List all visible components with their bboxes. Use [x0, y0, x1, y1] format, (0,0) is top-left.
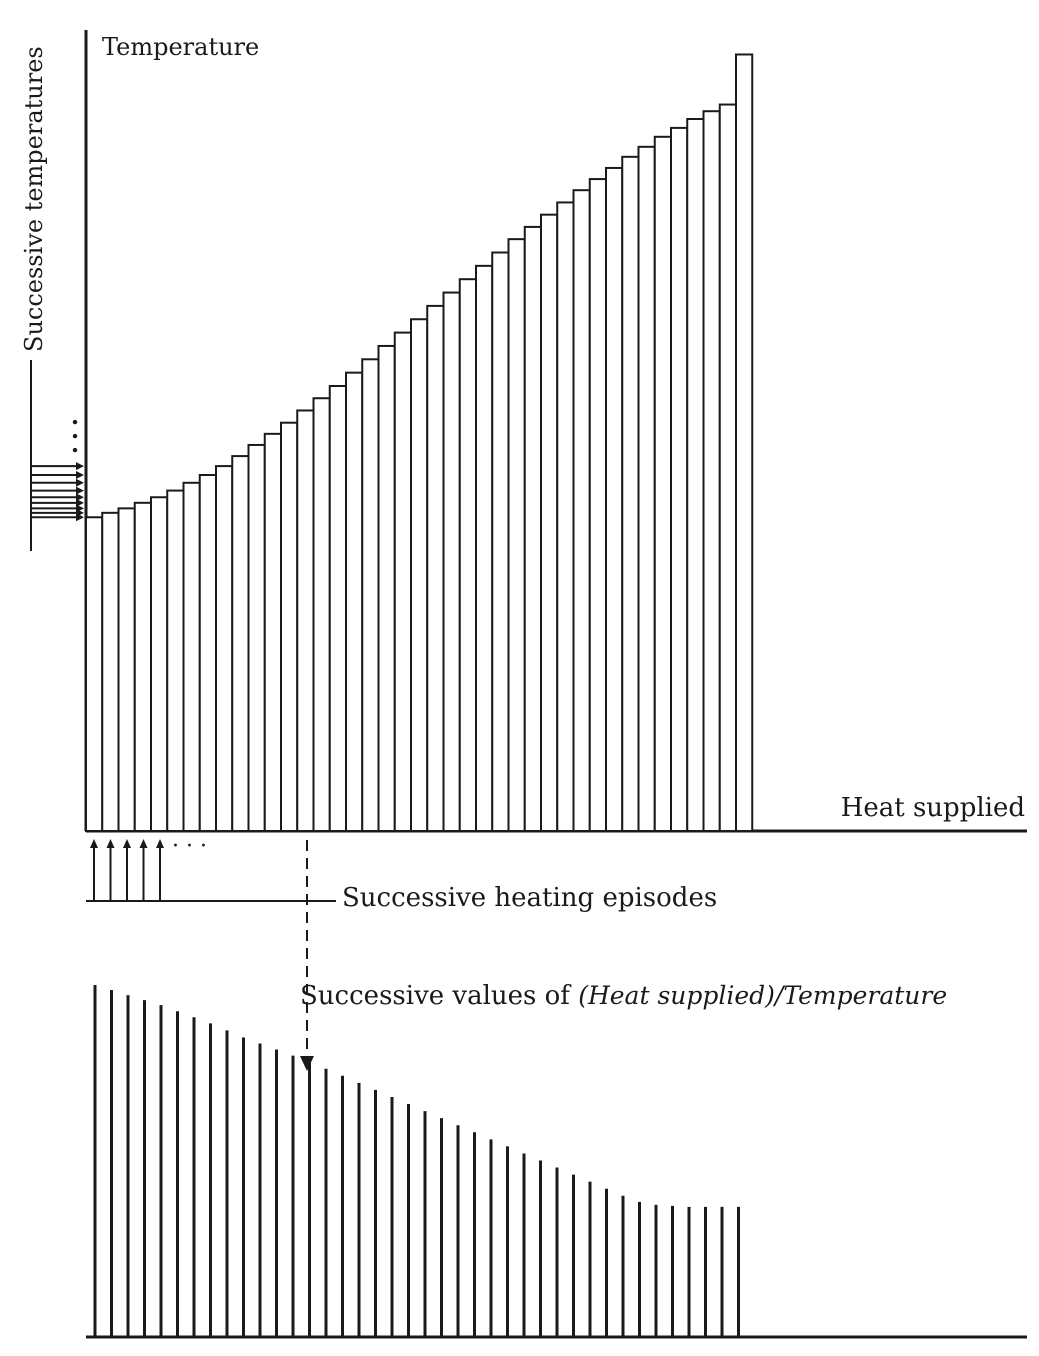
- temperature-arrowhead: [76, 479, 84, 487]
- successive-temperatures-label: Successive temperatures: [20, 46, 48, 352]
- heating-episode-arrows: [90, 839, 164, 901]
- temperature-bar: [509, 239, 525, 831]
- temperature-bar: [704, 111, 720, 831]
- temperature-bar: [476, 266, 492, 831]
- temperature-bar: [590, 179, 606, 831]
- heating-ellipsis: · · ·: [172, 834, 207, 859]
- temperature-bar: [525, 227, 541, 831]
- temperature-bar: [720, 105, 736, 831]
- temperature-bar: [216, 466, 232, 831]
- temperature-bar: [736, 54, 752, 831]
- temperature-dot: [73, 434, 77, 438]
- temperature-bar: [557, 202, 573, 831]
- temperature-bar: [606, 168, 622, 831]
- successive-values-prefix: Successive values of: [300, 981, 579, 1011]
- temperature-bar: [330, 386, 346, 831]
- heating-episode-arrowhead: [140, 839, 148, 848]
- temperature-axis-label: Temperature: [102, 33, 260, 61]
- temperature-bar: [346, 373, 362, 831]
- successive-values-label: [300, 981, 947, 1011]
- heat-supplied-axis-label: Heat supplied: [840, 793, 1025, 823]
- temperature-bar: [265, 434, 281, 831]
- temperature-bar: [167, 491, 183, 831]
- temperature-bars: [86, 54, 752, 831]
- heating-episode-arrowhead: [123, 839, 131, 848]
- temperature-bar: [492, 253, 508, 832]
- successive-values-italic: (Heat supplied)/Temperature: [578, 981, 948, 1010]
- temperature-arrowhead: [76, 471, 84, 479]
- temperature-bar: [574, 190, 590, 831]
- temperature-bar: [314, 398, 330, 831]
- temperature-dot: [73, 420, 77, 424]
- temperature-bar: [655, 137, 671, 831]
- temperature-bar: [119, 508, 135, 831]
- temperature-bar: [297, 410, 313, 831]
- temperature-bar: [460, 279, 476, 831]
- temperature-bar: [362, 359, 378, 831]
- temperature-bar: [622, 157, 638, 831]
- temperature-bar: [151, 497, 167, 831]
- temperature-bar: [444, 293, 460, 831]
- successive-temperature-arrows: [31, 462, 84, 521]
- temperature-bar: [232, 456, 248, 831]
- temperature-dot: [73, 448, 77, 452]
- temperature-bar: [671, 128, 687, 831]
- temperature-bar: [427, 306, 443, 831]
- temperature-bar: [281, 423, 297, 831]
- temperature-arrowhead: [76, 462, 84, 470]
- temperature-bar: [379, 346, 395, 831]
- dashed-link-arrowhead: [300, 1056, 314, 1071]
- heating-episode-arrowhead: [156, 839, 164, 848]
- temperature-bar: [200, 475, 216, 831]
- temperature-arrowhead: [76, 493, 84, 501]
- temperature-bar: [639, 147, 655, 831]
- heat-over-temperature-spikes: [95, 985, 739, 1337]
- temperature-bar: [102, 513, 118, 831]
- heating-episode-arrowhead: [90, 839, 98, 848]
- temperature-ellipsis-dots: [73, 420, 77, 452]
- heating-episode-arrowhead: [107, 839, 115, 848]
- temperature-bar: [395, 333, 411, 831]
- temperature-bar: [687, 119, 703, 831]
- temperature-bar: [184, 483, 200, 831]
- temperature-bar: [411, 319, 427, 831]
- temperature-bar: [249, 445, 265, 831]
- temperature-bar: [86, 517, 102, 831]
- successive-heating-episodes-label: Successive heating episodes: [342, 883, 718, 913]
- temperature-bar: [541, 215, 557, 831]
- temperature-bar: [135, 503, 151, 831]
- temperature-arrowhead: [76, 487, 84, 495]
